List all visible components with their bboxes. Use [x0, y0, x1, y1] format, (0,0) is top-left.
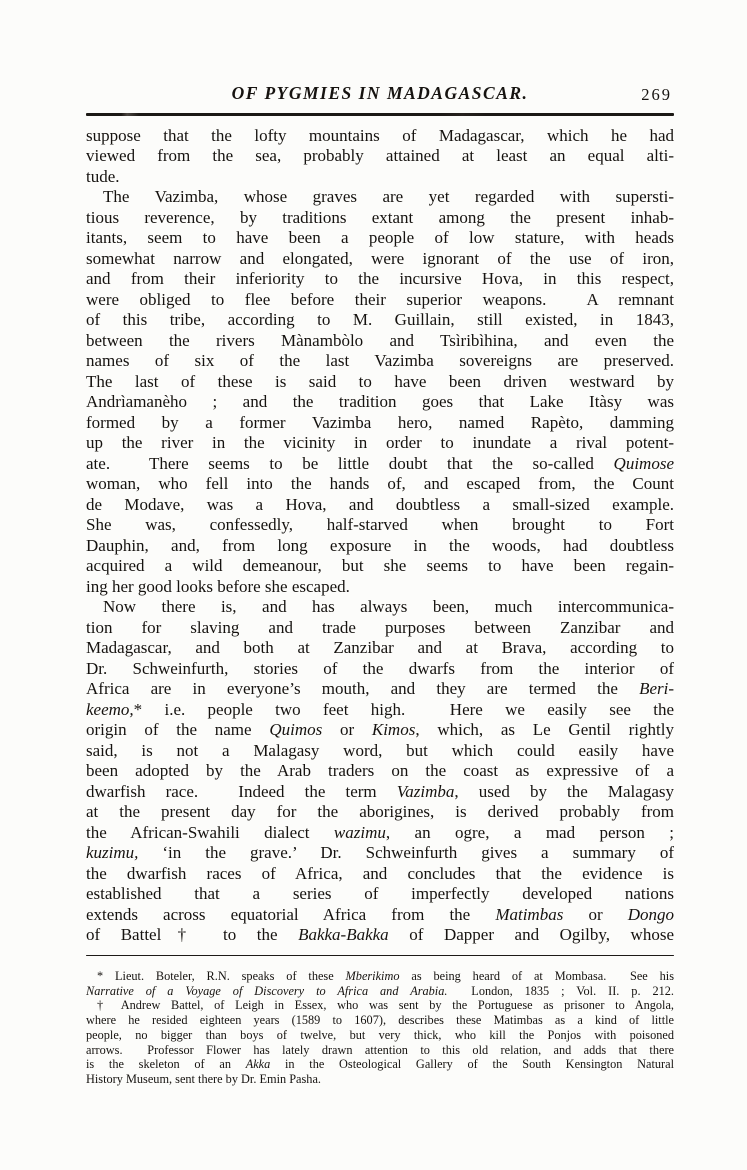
- text-run: de Modave, was a Hova, and doubtless a small-sized example.: [86, 494, 674, 514]
- text-run: is the skeleton of an: [86, 1057, 246, 1072]
- italic-text-run: Quimose: [613, 453, 674, 473]
- text-run: tion for slaving and trade purposes between Zanzibar and: [86, 617, 674, 637]
- page-number: 269: [641, 85, 672, 104]
- header-rule-divider: [86, 113, 674, 116]
- text-run: origin of the name: [86, 720, 270, 739]
- text-line: [86, 454, 674, 475]
- text-run: been adopted by the Arab traders on the coast as expressive of a: [86, 761, 674, 780]
- text-run: The Vazimba, whose graves are yet regarded with supersti-: [103, 187, 674, 206]
- text-line: [86, 782, 674, 803]
- italic-text-run: Quimos: [269, 720, 323, 739]
- footnotes: [86, 969, 674, 1087]
- text-line: [86, 741, 674, 762]
- text-line: [86, 618, 674, 639]
- text-line: [86, 1072, 674, 1087]
- text-run: Dauphin, and, from long exposure in the woods, had doubtless: [86, 535, 674, 555]
- text-line: [86, 1043, 674, 1058]
- text-run: , used by the Malagasy: [454, 781, 674, 801]
- text-run: History Museum, sent there by Dr. Emin Pasha.: [86, 1071, 321, 1086]
- text-run: people, no bigger than boys of twelve, but very thick, who kill the Ponjos with poisoned: [86, 1027, 674, 1042]
- text-line: [86, 290, 674, 311]
- text-line: [86, 700, 674, 721]
- text-line: [86, 433, 674, 454]
- text-line: [86, 802, 674, 823]
- text-run: formed by a former Vazimba hero, named Rapèto, damming: [86, 412, 674, 432]
- text-line: [86, 126, 674, 147]
- text-line: [86, 269, 674, 290]
- text-line: [86, 372, 674, 393]
- italic-text-run: Beri-: [639, 679, 674, 698]
- text-run: * Lieut. Boteler, R.N. speaks of these: [97, 969, 346, 984]
- italic-text-run: Akka: [245, 1057, 271, 1072]
- text-line: [86, 351, 674, 372]
- text-line: [86, 249, 674, 270]
- text-run: up the river in the vicinity in order to inundate a rival potent-: [86, 433, 674, 452]
- text-line: [86, 597, 674, 618]
- text-run: viewed from the sea, probably attained at least an equal alti-: [86, 146, 674, 165]
- text-run: where he resided eighteen years (1589 to 1607), describes these Matimbas as a kind of little: [86, 1013, 674, 1028]
- text-run: acquired a wild demeanour, but she seems to have been regain-: [86, 556, 674, 575]
- text-line: [86, 474, 674, 495]
- text-run: were obliged to flee before their superior weapons. A remnant: [86, 289, 674, 309]
- text-line: [86, 331, 674, 352]
- text-line: [86, 167, 674, 188]
- text-line: [86, 720, 674, 741]
- text-run: itants, seem to have been a people of low stature, with heads: [86, 228, 674, 247]
- text-line: [86, 761, 674, 782]
- text-line: [86, 187, 674, 208]
- page-title: OF PYGMIES IN MADAGASCAR.: [231, 83, 529, 103]
- text-line: [86, 146, 674, 167]
- text-line: [86, 843, 674, 864]
- text-run: of Battel† to the: [86, 925, 299, 944]
- text-run: somewhat narrow and elongated, were ignorant of the use of iron,: [86, 248, 674, 268]
- text-run: She was, confessedly, half-starved when brought to Fort: [86, 515, 674, 534]
- text-run: Dr. Schweinfurth, stories of the dwarfs from the interior of: [86, 658, 674, 678]
- text-run: extends across equatorial Africa from the: [86, 904, 496, 924]
- text-line: [86, 659, 674, 680]
- text-run: , an ogre, a mad person ;: [385, 822, 674, 842]
- text-line: [86, 1057, 674, 1072]
- text-line: [86, 823, 674, 844]
- text-run: * i.e. people two feet high. Here we easily see the: [133, 699, 674, 719]
- text-line: [86, 1013, 674, 1028]
- text-run: or: [322, 720, 372, 739]
- text-line: [86, 536, 674, 557]
- text-run: ‘in the grave.’ Dr. Schweinfurth gives a summary of: [138, 843, 674, 862]
- text-line: [86, 925, 674, 946]
- text-line: [86, 577, 674, 598]
- italic-text-run: Narrative of a Voyage of Discovery to Africa and Arabia.: [86, 983, 448, 998]
- text-run: of this tribe, according to M. Guillain, still existed, in 1843,: [86, 310, 674, 329]
- text-run: Now there is, and has always been, much intercommunica-: [103, 597, 674, 616]
- text-line: [86, 392, 674, 413]
- italic-text-run: Mberikimo: [345, 969, 400, 984]
- text-run: arrows. Professor Flower has lately drawn attention to this old relation, and adds that there: [86, 1042, 674, 1057]
- italic-text-run: Vazimba: [396, 781, 455, 801]
- italic-text-run: Matimbas: [495, 904, 564, 924]
- text-run: woman, who fell into the hands of, and escaped from, the Count: [86, 474, 674, 493]
- text-run: † Andrew Battel, of Leigh in Essex, who was sent by the Portuguese as prisoner to Angola,: [97, 998, 674, 1013]
- text-line: [86, 984, 674, 999]
- text-run: or: [563, 904, 628, 924]
- text-run: said, is not a Malagasy word, but which could easily have: [86, 740, 674, 760]
- text-run: London, 1835 ; Vol. II. p. 212.: [447, 983, 674, 998]
- text-run: and from their inferiority to the incursive Hova, in this respect,: [86, 269, 674, 288]
- text-run: as being heard of at Mombasa. See his: [399, 969, 674, 984]
- text-line: [86, 515, 674, 536]
- text-line: [86, 969, 674, 984]
- running-head: [86, 84, 674, 103]
- text-line: [86, 884, 674, 905]
- text-line: [86, 998, 674, 1013]
- text-run: tude.: [86, 166, 120, 186]
- text-line: [86, 556, 674, 577]
- text-line: [86, 413, 674, 434]
- text-run: names of six of the last Vazimba sovereigns are preserved.: [86, 351, 674, 370]
- footnote-rule-divider: [86, 955, 674, 957]
- text-line: [86, 228, 674, 249]
- text-run: in the Osteological Gallery of the South Kensington Natural: [270, 1057, 674, 1072]
- text-line: [86, 208, 674, 229]
- text-run: ate. There seems to be little doubt that the so-called: [86, 453, 614, 473]
- text-run: the dwarfish races of Africa, and concludes that the evidence is: [86, 863, 674, 883]
- text-run: , which, as Le Gentil rightly: [415, 720, 674, 739]
- text-line: [86, 1028, 674, 1043]
- text-line: [86, 638, 674, 659]
- page-body: [86, 126, 674, 946]
- italic-text-run: Bakka-Bakka: [298, 925, 389, 944]
- text-line: [86, 679, 674, 700]
- text-run: between the rivers Mànambòlo and Tsìribìhina, and even the: [86, 330, 674, 350]
- text-run: Andrìamanèho ; and the tradition goes that Lake Itàsy was: [86, 392, 674, 411]
- text-run: Africa are in everyone’s mouth, and they are termed the: [86, 679, 640, 698]
- text-line: [86, 310, 674, 331]
- text-line: [86, 905, 674, 926]
- text-run: at the present day for the aborigines, is derived probably from: [86, 802, 674, 821]
- italic-text-run: keemo,: [86, 699, 134, 719]
- italic-text-run: kuzimu,: [86, 843, 139, 862]
- text-run: tious reverence, by traditions extant among the present inhab-: [86, 207, 674, 227]
- text-run: suppose that the lofty mountains of Madagascar, which he had: [86, 125, 674, 145]
- text-line: [86, 864, 674, 885]
- italic-text-run: wazimu: [333, 822, 386, 842]
- italic-text-run: Dongo: [627, 904, 674, 924]
- text-line: [86, 495, 674, 516]
- text-run: ing her good looks before she escaped.: [86, 576, 350, 596]
- text-run: established that a series of imperfectly developed nations: [86, 884, 674, 903]
- text-run: The last of these is said to have been driven westward by: [86, 371, 674, 391]
- text-run: Madagascar, and both at Zanzibar and at Brava, according to: [86, 638, 674, 657]
- text-run: of Dapper and Ogilby, whose: [388, 925, 674, 944]
- text-run: dwarfish race. Indeed the term: [86, 781, 397, 801]
- italic-text-run: Kimos: [371, 720, 416, 739]
- text-run: the African-Swahili dialect: [86, 822, 334, 842]
